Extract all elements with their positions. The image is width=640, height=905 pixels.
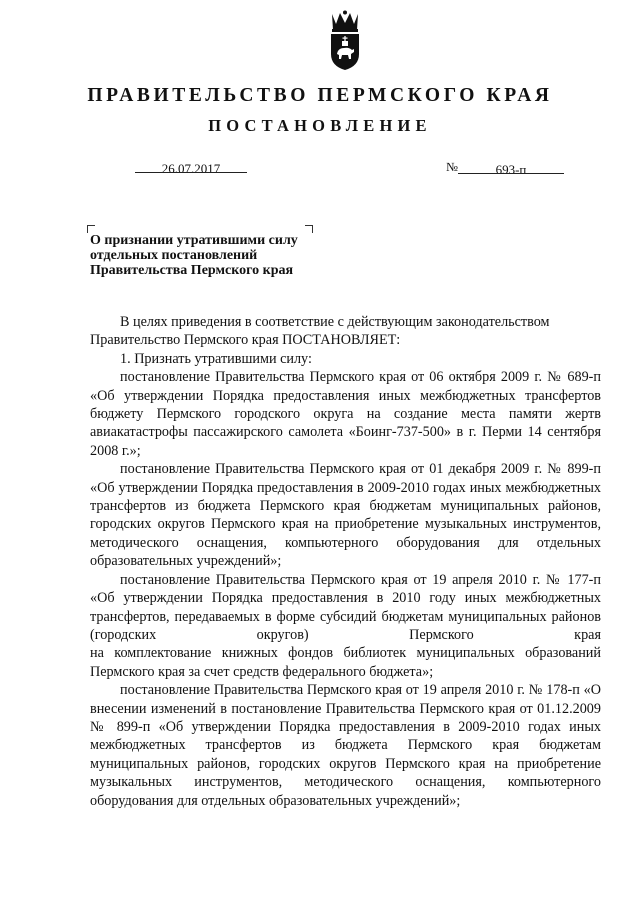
number-label: № — [446, 160, 458, 174]
document-title — [90, 234, 298, 278]
document-body — [90, 313, 601, 810]
coat-of-arms-emblem — [323, 10, 367, 72]
decree-number-value: 693-п — [495, 162, 527, 177]
title-corner-right — [305, 225, 313, 233]
repealed-decree-177-part-2: на комплектование книжных фондов библиотек муниципальных образований Пермского края за счет средств федерального бюджета»; — [90, 645, 601, 680]
intro-paragraph: В целях приведения в соответствие с действующим законодательством Правительство Пермского края ПОСТАНОВЛЯЕТ: — [90, 314, 550, 349]
repealed-decree-178: постановление Правительства Пермского края от 19 апреля 2010 г. № 178-п «О внесении изменений в постановление Правительства Пермского края от 01.12.2009 № 899-п «Об утверждении Порядка предоставления в 2009-2010 годах иных межбюджетных трансфертов из бюджета Пермского края бюджетам муниципальных районов, городских округов Пермского края на приобретение музыкальных инструментов, методического оснащения, компьютерного оборудования для отдельных образовательных учреждений»; — [90, 682, 601, 809]
date-underline — [135, 172, 247, 173]
document-type: ПОСТАНОВЛЕНИЕ — [208, 116, 432, 135]
item-1: 1. Признать утратившими силу: — [120, 350, 312, 367]
title-line-3: Правительства Пермского края — [90, 262, 294, 278]
title-corner-left — [87, 225, 95, 233]
title-line-1: О признании утратившими силу — [90, 233, 298, 248]
title-line-2: отдельных постановлений — [90, 247, 258, 263]
repealed-decree-689: постановление Правительства Пермского края от 06 октября 2009 г. № 689-п «Об утверждении Порядка предоставления иных межбюджетных трансфертов бюджету Пермского городского округа на создание места памяти жертв авиакатастрофы пассажирского самолета «Боинг-737-500» в г. Перми 14 сентября 2008 г.»; — [90, 369, 601, 459]
number-underline — [458, 173, 564, 174]
repealed-decree-177-part-1: постановление Правительства Пермского края от 19 апреля 2010 г. № 177-п «Об утверждении Порядка предоставления в 2010 году иных межбюджетных трансфертов, передаваемых в форме субсидий бюджетам муниципальных районов (городских округов) Пермского края — [90, 571, 601, 643]
decree-date — [135, 161, 247, 177]
decree-date-value: 26.07.2017 — [161, 161, 221, 176]
decree-number — [458, 162, 564, 178]
government-name: ПРАВИТЕЛЬСТВО ПЕРМСКОГО КРАЯ — [87, 85, 553, 106]
repealed-decree-899: постановление Правительства Пермского края от 01 декабря 2009 г. № 899-п «Об утверждении Порядка предоставления в 2009-2010 годах иных межбюджетных трансфертов из бюджета Пермского края бюджетам муниципальных районов, городских округов Пермского края на приобретение музыкальных инструментов, методического оснащения, компьютерного оборудования для отдельных образовательных учреждений»; — [90, 461, 601, 570]
